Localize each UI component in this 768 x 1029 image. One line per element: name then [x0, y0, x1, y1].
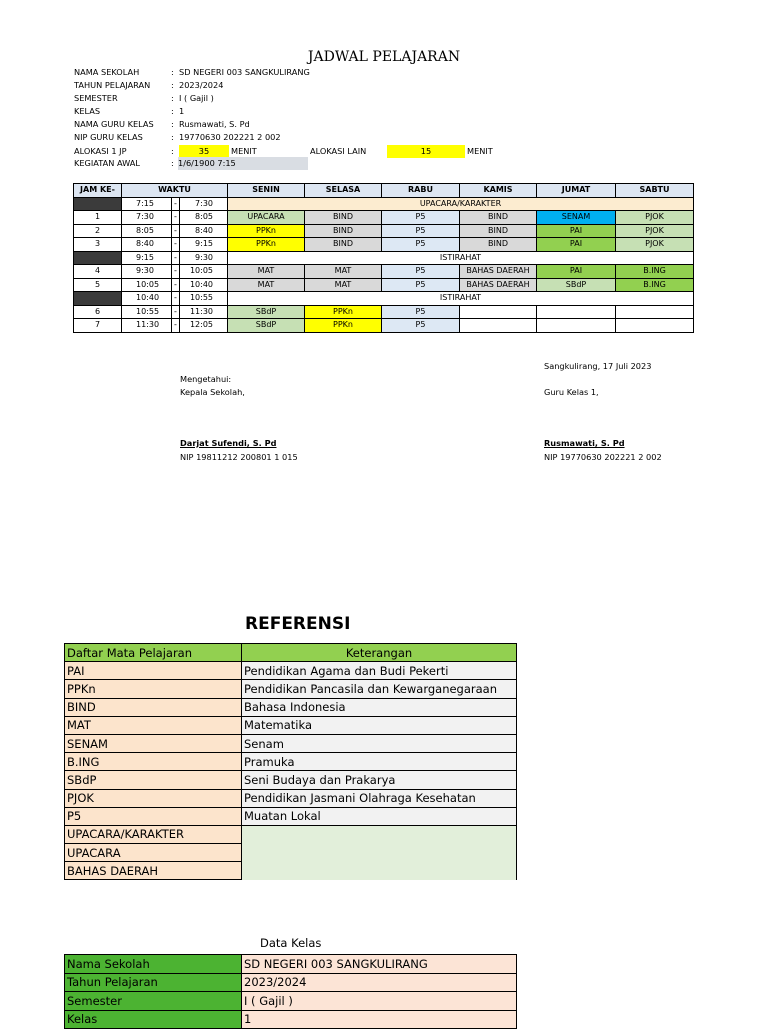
referensi-table [64, 643, 517, 880]
subject-cell [537, 319, 616, 333]
subject-cell: BIND [305, 211, 382, 225]
info-value: 1 [179, 106, 185, 116]
subject-cell: BIND [460, 238, 537, 252]
info-row [74, 79, 514, 92]
info-row [74, 131, 514, 144]
time-dash-cell: - [172, 292, 180, 306]
schedule-break-row [74, 292, 694, 306]
end-time-cell: 8:40 [180, 224, 228, 238]
info-label: NAMA SEKOLAH [74, 67, 140, 77]
subject-cell: BIND [305, 224, 382, 238]
data-kelas-value: SD NEGERI 003 SANGKULIRANG [242, 955, 517, 974]
referensi-keterangan: Senam [242, 734, 517, 752]
start-time-cell: 7:15 [122, 197, 172, 211]
info-row [74, 92, 514, 105]
referensi-keterangan: Pendidikan Pancasila dan Kewarganegaraan [242, 680, 517, 698]
place-date: Sangkulirang, 17 Juli 2023 [544, 361, 652, 371]
time-dash-cell: - [172, 238, 180, 252]
schedule-lesson-row [74, 224, 694, 238]
referensi-row [65, 771, 517, 789]
subject-cell [616, 305, 694, 319]
time-dash-cell: - [172, 251, 180, 265]
referensi-subject: UPACARA/KARAKTER [65, 825, 242, 843]
referensi-keterangan: Seni Budaya dan Prakarya [242, 771, 517, 789]
data-kelas-key: Tahun Pelajaran [65, 973, 242, 992]
referensi-subject: B.ING [65, 753, 242, 771]
info-label: TAHUN PELAJARAN [74, 80, 151, 90]
time-dash-cell: - [172, 265, 180, 279]
subject-cell: PJOK [616, 224, 694, 238]
info-label: NIP GURU KELAS [74, 132, 143, 142]
schedule-col-header: RABU [382, 184, 460, 198]
data-kelas-title: Data Kelas [260, 936, 322, 950]
subject-cell: PAI [537, 238, 616, 252]
end-time-cell: 8:05 [180, 211, 228, 225]
referensi-keterangan: Pramuka [242, 753, 517, 771]
referensi-head-keterangan: Keterangan [242, 644, 517, 662]
time-dash-cell: - [172, 224, 180, 238]
referensi-keterangan-empty [242, 825, 517, 880]
end-time-cell: 10:05 [180, 265, 228, 279]
subject-cell: PPKn [228, 224, 305, 238]
alokasi-lain-unit: MENIT [467, 146, 493, 156]
info-value: I ( Gajil ) [179, 93, 214, 103]
schedule-col-header: SELASA [305, 184, 382, 198]
referensi-subject: P5 [65, 807, 242, 825]
subject-cell: SBdP [537, 278, 616, 292]
referensi-keterangan: Matematika [242, 716, 517, 734]
subject-cell: P5 [382, 278, 460, 292]
time-dash-cell: - [172, 319, 180, 333]
subject-cell: PAI [537, 224, 616, 238]
info-colon: : [171, 80, 174, 90]
jam-ke-cell: 1 [74, 211, 122, 225]
data-kelas-value: 2023/2024 [242, 973, 517, 992]
data-kelas-value: I ( Gajil ) [242, 992, 517, 1011]
subject-cell: BIND [460, 224, 537, 238]
schedule-break-row [74, 251, 694, 265]
time-dash-cell: - [172, 278, 180, 292]
info-colon: : [171, 93, 174, 103]
info-label: KEGIATAN AWAL [74, 158, 140, 168]
subject-cell [616, 319, 694, 333]
referensi-row [65, 716, 517, 734]
info-value: Rusmawati, S. Pd [179, 119, 250, 129]
schedule-header-row [74, 184, 694, 198]
teacher-name-text: Rusmawati, S. Pd [544, 438, 625, 448]
info-label: NAMA GURU KELAS [74, 119, 154, 129]
alokasi-jp-unit: MENIT [231, 146, 257, 156]
subject-cell: P5 [382, 265, 460, 279]
referensi-subject: SBdP [65, 771, 242, 789]
referensi-keterangan: Bahasa Indonesia [242, 698, 517, 716]
subject-cell: P5 [382, 224, 460, 238]
subject-cell: SBdP [228, 319, 305, 333]
referensi-row [65, 807, 517, 825]
info-colon: : [171, 119, 174, 129]
info-label: ALOKASI 1 JP [74, 146, 127, 156]
data-kelas-row [65, 992, 517, 1011]
start-time-cell: 9:15 [122, 251, 172, 265]
end-time-cell: 10:55 [180, 292, 228, 306]
subject-cell: P5 [382, 319, 460, 333]
info-label: SEMESTER [74, 93, 118, 103]
info-colon: : [171, 67, 174, 77]
subject-cell: MAT [305, 278, 382, 292]
info-colon: : [171, 146, 174, 156]
start-time-cell: 10:40 [122, 292, 172, 306]
referensi-row [65, 698, 517, 716]
subject-cell: BIND [305, 238, 382, 252]
schedule-col-header: KAMIS [460, 184, 537, 198]
subject-cell: P5 [382, 238, 460, 252]
teacher-nip: NIP 19770630 202221 2 002 [544, 452, 662, 462]
subject-cell: BIND [460, 211, 537, 225]
subject-cell [460, 319, 537, 333]
schedule-lesson-row [74, 305, 694, 319]
schedule-table [73, 183, 694, 333]
referensi-title: REFERENSI [245, 614, 351, 634]
referensi-keterangan: Pendidikan Jasmani Olahraga Kesehatan [242, 789, 517, 807]
end-time-cell: 12:05 [180, 319, 228, 333]
signature-left-line2: Kepala Sekolah, [180, 387, 245, 397]
referensi-row [65, 734, 517, 752]
document-title: JADWAL PELAJARAN [307, 49, 461, 65]
data-kelas-key: Kelas [65, 1010, 242, 1029]
start-time-cell: 8:05 [122, 224, 172, 238]
subject-cell: PPKn [228, 238, 305, 252]
subject-cell: BAHAS DAERAH [460, 278, 537, 292]
schedule-lesson-row [74, 278, 694, 292]
subject-cell: PJOK [616, 238, 694, 252]
subject-cell: MAT [228, 278, 305, 292]
referensi-subject: BAHAS DAERAH [65, 862, 242, 880]
data-kelas-table [64, 954, 517, 1029]
subject-cell: BAHAS DAERAH [460, 265, 537, 279]
referensi-row [65, 789, 517, 807]
schedule-lesson-row [74, 319, 694, 333]
info-row [74, 157, 514, 170]
subject-cell: PAI [537, 265, 616, 279]
referensi-subject: PAI [65, 662, 242, 680]
time-dash-cell: - [172, 211, 180, 225]
schedule-col-header: SABTU [616, 184, 694, 198]
jam-ke-cell: 7 [74, 319, 122, 333]
subject-cell [537, 305, 616, 319]
info-row [74, 66, 514, 79]
break-label-cell: ISTIRAHAT [228, 251, 694, 265]
principal-name [180, 437, 276, 450]
start-time-cell: 9:30 [122, 265, 172, 279]
referensi-subject: PPKn [65, 680, 242, 698]
schedule-col-header: WAKTU [122, 184, 228, 198]
schedule-break-row [74, 197, 694, 211]
break-label-cell: UPACARA/KARAKTER [228, 197, 694, 211]
info-value: SD NEGERI 003 SANGKULIRANG [179, 67, 310, 77]
teacher-name [544, 437, 625, 450]
referensi-row [65, 662, 517, 680]
jam-ke-cell [74, 292, 122, 306]
subject-cell: MAT [305, 265, 382, 279]
signature-left-line1: Mengetahui: [180, 374, 232, 384]
time-dash-cell: - [172, 305, 180, 319]
subject-cell: SBdP [228, 305, 305, 319]
subject-cell: UPACARA [228, 211, 305, 225]
info-row [74, 118, 514, 131]
principal-nip: NIP 19811212 200801 1 015 [180, 452, 298, 462]
jam-ke-cell [74, 197, 122, 211]
schedule-lesson-row [74, 211, 694, 225]
subject-cell: SENAM [537, 211, 616, 225]
principal-name-text: Darjat Sufendi, S. Pd [180, 438, 277, 448]
schedule-lesson-row [74, 265, 694, 279]
alokasi-jp-value: 35 [179, 145, 229, 158]
signature-right-line2: Guru Kelas 1, [544, 387, 599, 397]
referensi-row [65, 680, 517, 698]
data-kelas-key: Nama Sekolah [65, 955, 242, 974]
subject-cell: PJOK [616, 211, 694, 225]
start-time-cell: 7:30 [122, 211, 172, 225]
referensi-subject: SENAM [65, 734, 242, 752]
schedule-col-header: JUMAT [537, 184, 616, 198]
referensi-row [65, 753, 517, 771]
schedule-lesson-row [74, 238, 694, 252]
subject-cell: B.ING [616, 278, 694, 292]
end-time-cell: 11:30 [180, 305, 228, 319]
subject-cell: PPKn [305, 319, 382, 333]
info-value: 1/6/1900 7:15 [178, 157, 308, 170]
referensi-header-row [65, 644, 517, 662]
data-kelas-row [65, 1010, 517, 1029]
info-colon: : [171, 158, 174, 168]
start-time-cell: 8:40 [122, 238, 172, 252]
break-label-cell: ISTIRAHAT [228, 292, 694, 306]
info-row [74, 105, 514, 118]
schedule-col-header: JAM KE- [74, 184, 122, 198]
referensi-head-subject: Daftar Mata Pelajaran [65, 644, 242, 662]
subject-cell: P5 [382, 211, 460, 225]
jam-ke-cell: 5 [74, 278, 122, 292]
end-time-cell: 10:40 [180, 278, 228, 292]
referensi-subject: PJOK [65, 789, 242, 807]
info-colon: : [171, 132, 174, 142]
subject-cell: PPKn [305, 305, 382, 319]
jam-ke-cell: 3 [74, 238, 122, 252]
alokasi-lain-label: ALOKASI LAIN [310, 146, 367, 156]
jam-ke-cell [74, 251, 122, 265]
info-colon: : [171, 106, 174, 116]
time-dash-cell: - [172, 197, 180, 211]
start-time-cell: 10:05 [122, 278, 172, 292]
subject-cell: P5 [382, 305, 460, 319]
referensi-subject: MAT [65, 716, 242, 734]
end-time-cell: 9:30 [180, 251, 228, 265]
info-value: 19770630 202221 2 002 [179, 132, 281, 142]
alokasi-lain-value: 15 [387, 145, 465, 158]
data-kelas-row [65, 973, 517, 992]
referensi-subject: UPACARA [65, 844, 242, 862]
subject-cell: MAT [228, 265, 305, 279]
referensi-keterangan: Pendidikan Agama dan Budi Pekerti [242, 662, 517, 680]
schedule-col-header: SENIN [228, 184, 305, 198]
referensi-keterangan: Muatan Lokal [242, 807, 517, 825]
end-time-cell: 9:15 [180, 238, 228, 252]
jam-ke-cell: 2 [74, 224, 122, 238]
start-time-cell: 11:30 [122, 319, 172, 333]
data-kelas-value: 1 [242, 1010, 517, 1029]
data-kelas-row [65, 955, 517, 974]
jam-ke-cell: 6 [74, 305, 122, 319]
referensi-subject: BIND [65, 698, 242, 716]
referensi-row [65, 825, 517, 843]
data-kelas-key: Semester [65, 992, 242, 1011]
jam-ke-cell: 4 [74, 265, 122, 279]
info-label: KELAS [74, 106, 101, 116]
start-time-cell: 10:55 [122, 305, 172, 319]
subject-cell: B.ING [616, 265, 694, 279]
subject-cell [460, 305, 537, 319]
info-value: 2023/2024 [179, 80, 224, 90]
end-time-cell: 7:30 [180, 197, 228, 211]
